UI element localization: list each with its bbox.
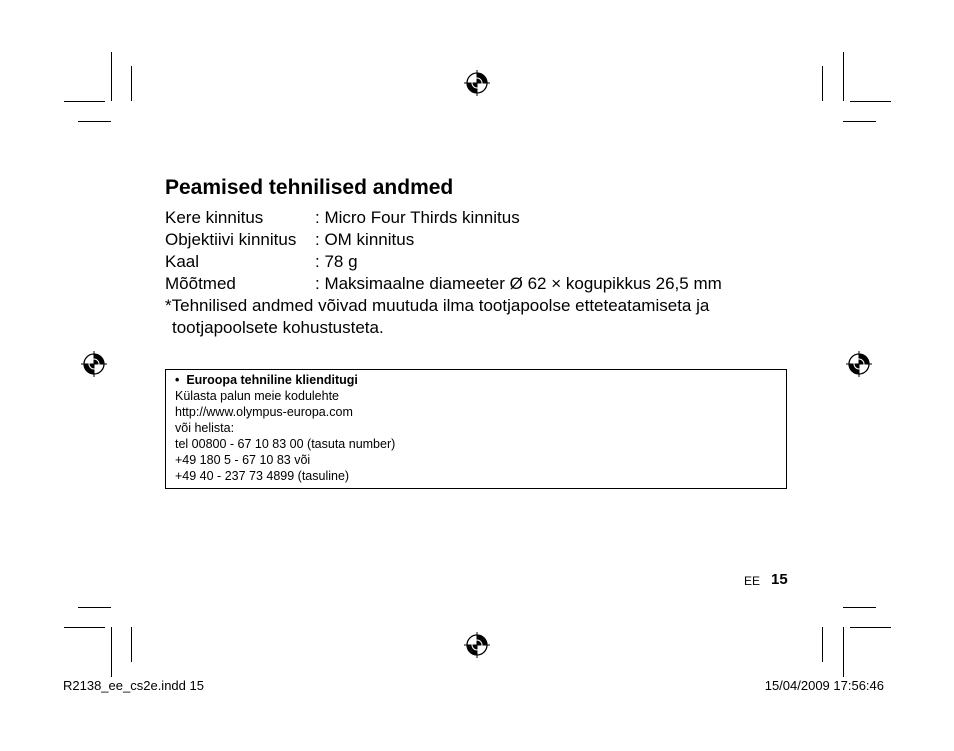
page-number: 15	[771, 571, 788, 588]
support-phone: +49 40 - 237 73 4899 (tasuline)	[175, 469, 350, 483]
support-title: • Euroopa tehniline klienditugi	[175, 373, 358, 387]
support-phone: tel 00800 - 67 10 83 00 (tasuta number)	[175, 437, 396, 451]
support-line: Külasta palun meie kodulehte	[175, 389, 340, 403]
spec-key: Kere kinnitus	[165, 208, 264, 227]
spec-key: Kaal	[165, 252, 200, 271]
support-url: http://www.olympus-europa.com	[175, 405, 353, 419]
support-box	[165, 369, 787, 489]
spec-value: : OM kinnitus	[315, 230, 415, 249]
support-title-text: Euroopa tehniline klienditugi	[186, 373, 358, 387]
registration-mark-icon	[846, 351, 872, 377]
footer-filename: R2138_ee_cs2e.indd 15	[63, 678, 204, 693]
page-title: Peamised tehnilised andmed	[165, 176, 454, 199]
support-phone: +49 180 5 - 67 10 83 või	[175, 453, 311, 467]
spec-key: Mõõtmed	[165, 274, 236, 293]
spec-value: : Maksimaalne diameeter Ø 62 × kogupikkus 26,5 mm	[315, 274, 722, 293]
registration-mark-icon	[464, 70, 490, 96]
disclaimer-line: *Tehnilised andmed võivad muutuda ilma tootjapoolse etteteatamiseta ja	[165, 296, 710, 315]
registration-mark-icon	[464, 632, 490, 658]
registration-mark-icon	[81, 351, 107, 377]
disclaimer-line: tootjapoolsete kohustusteta.	[172, 318, 384, 337]
footer-timestamp: 15/04/2009 17:56:46	[764, 678, 884, 693]
spec-key: Objektiivi kinnitus	[165, 230, 297, 249]
support-line: või helista:	[175, 421, 235, 435]
spec-value: : 78 g	[315, 252, 358, 271]
page-language: EE	[744, 574, 761, 588]
spec-value: : Micro Four Thirds kinnitus	[315, 208, 520, 227]
